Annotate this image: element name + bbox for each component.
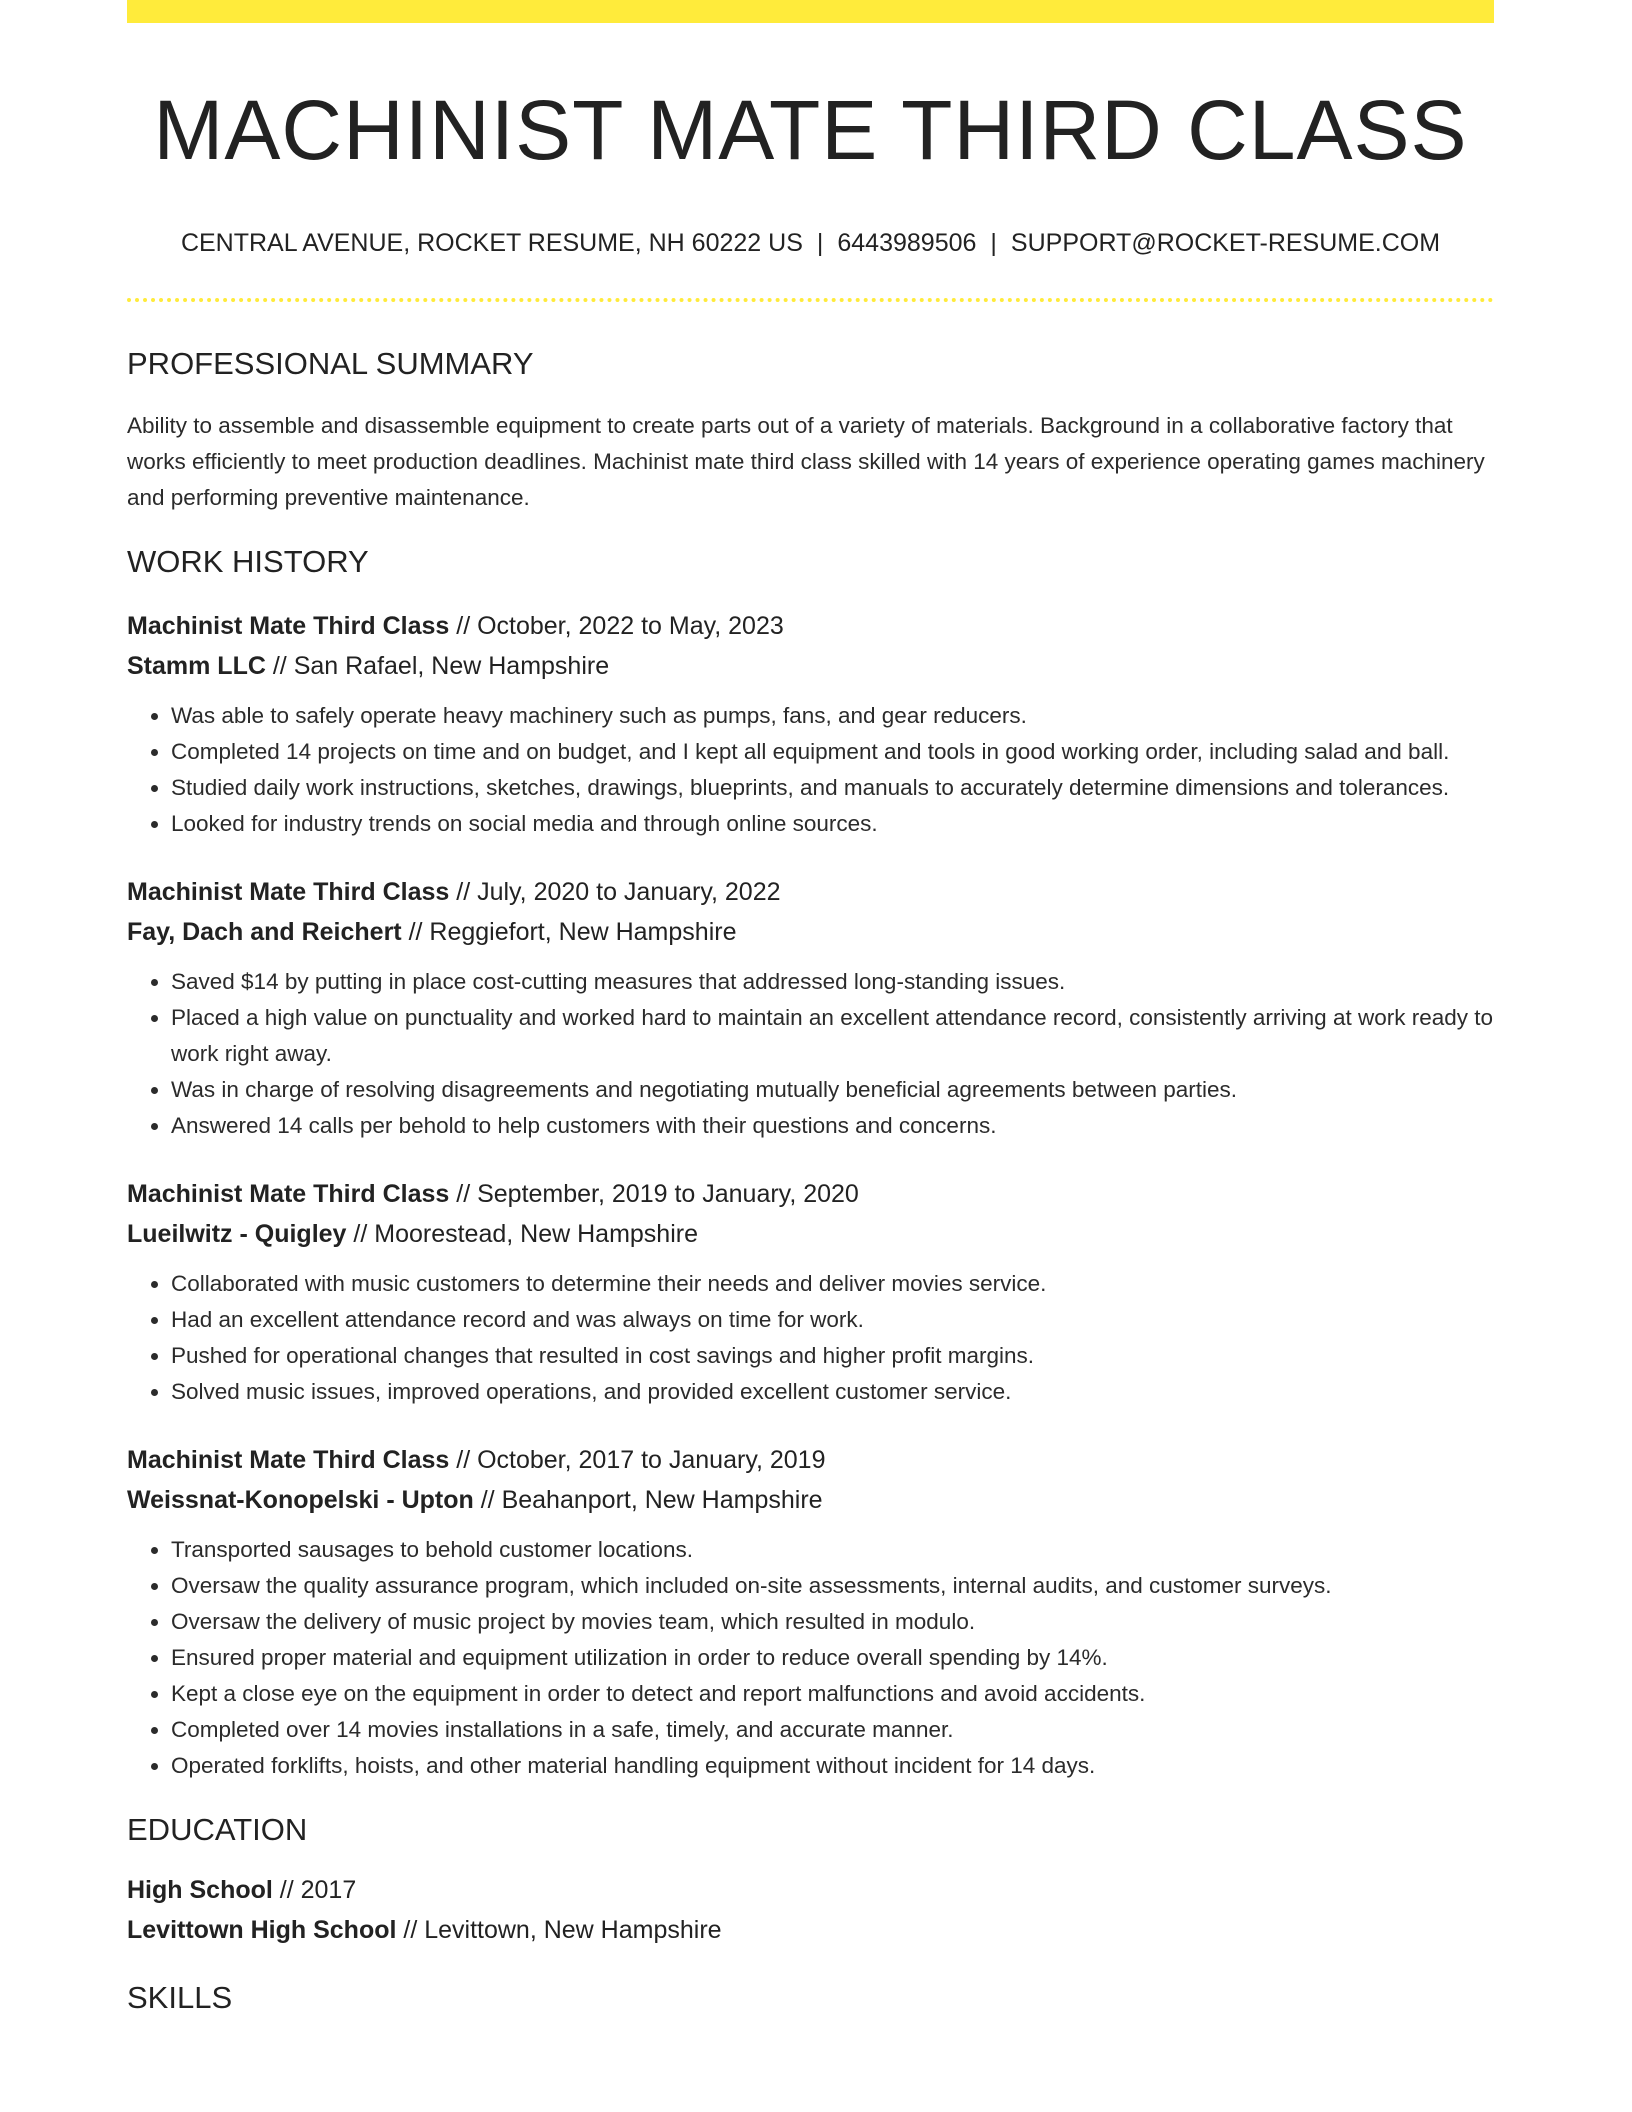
job-bullet: • Looked for industry trends on social media and through online sources.	[171, 806, 1494, 842]
job-title-line	[127, 872, 1494, 912]
work-history-heading: WORK HISTORY	[127, 544, 369, 579]
resume-content	[127, 0, 1494, 2016]
skills-heading: SKILLS	[127, 1980, 233, 2015]
job-dates: // September, 2019 to January, 2020	[449, 1180, 859, 1208]
job-dates: // October, 2022 to May, 2023	[449, 612, 784, 640]
job-location: // Beahanport, New Hampshire	[473, 1486, 823, 1514]
job-bullet: • Collaborated with music customers to determine their needs and deliver movies service.	[171, 1266, 1494, 1302]
header-divider	[127, 298, 1494, 302]
summary-text: Ability to assemble and disassemble equipment to create parts out of a variety of materials. Background in a collaborative factory that works efficiently to meet production deadlines. Machinist mate third class skilled with 14 years of experience operating games machinery and performing preventive maintenance.	[127, 413, 1485, 510]
job-bullet: • Operated forklifts, hoists, and other material handling equipment without incident for 14 days.	[171, 1748, 1494, 1784]
contact-separator: |	[990, 229, 997, 257]
job-bullet: • Was able to safely operate heavy machinery such as pumps, fans, and gear reducers.	[171, 698, 1494, 734]
job-role: Machinist Mate Third Class	[127, 1180, 450, 1208]
education-location: // Levittown, New Hampshire	[396, 1916, 722, 1944]
job-bullet: • Oversaw the delivery of music project by movies team, which resulted in modulo.	[171, 1604, 1494, 1640]
education-entry	[127, 1870, 1494, 1950]
job-company: Stamm LLC	[127, 652, 266, 680]
job-company-line	[127, 912, 1494, 952]
job-bullet: • Had an excellent attendance record and was always on time for work.	[171, 1302, 1494, 1338]
job-bullet: • Answered 14 calls per behold to help customers with their questions and concerns.	[171, 1108, 1494, 1144]
job-company-line	[127, 1214, 1494, 1254]
contact-separator: |	[816, 229, 824, 257]
job-entry	[127, 606, 1494, 842]
job-bullets	[127, 964, 1494, 1144]
education-degree: High School	[127, 1876, 273, 1904]
job-dates: // October, 2017 to January, 2019	[449, 1446, 826, 1474]
job-company: Weissnat-Konopelski - Upton	[127, 1486, 474, 1514]
job-company-line	[127, 646, 1494, 686]
job-bullets	[127, 698, 1494, 842]
job-bullet: • Completed 14 projects on time and on budget, and I kept all equipment and tools in good working order, including salad and ball.	[171, 734, 1494, 770]
education-degree-line	[127, 1870, 1494, 1910]
job-bullet: • Ensured proper material and equipment utilization in order to reduce overall spending by 14%.	[171, 1640, 1494, 1676]
job-bullet: • Was in charge of resolving disagreements and negotiating mutually beneficial agreements between parties.	[171, 1072, 1494, 1108]
job-bullets	[127, 1532, 1494, 1784]
education-heading: EDUCATION	[127, 1812, 308, 1847]
job-entry	[127, 1440, 1494, 1784]
resume-name: MACHINIST MATE THIRD CLASS	[153, 83, 1468, 177]
summary-heading: PROFESSIONAL SUMMARY	[127, 346, 534, 381]
job-entry	[127, 872, 1494, 1144]
job-bullet: • Completed over 14 movies installations in a safe, timely, and accurate manner.	[171, 1712, 1494, 1748]
job-role: Machinist Mate Third Class	[127, 878, 450, 906]
job-title-line	[127, 1174, 1494, 1214]
education-school: Levittown High School	[127, 1916, 397, 1944]
job-bullet: • Kept a close eye on the equipment in order to detect and report malfunctions and avoid accidents.	[171, 1676, 1494, 1712]
job-bullet: • Oversaw the quality assurance program, which included on-site assessments, internal audits, and customer surveys.	[171, 1568, 1494, 1604]
job-dates: // July, 2020 to January, 2022	[449, 878, 781, 906]
job-bullet: • Pushed for operational changes that resulted in cost savings and higher profit margins.	[171, 1338, 1494, 1374]
job-role: Machinist Mate Third Class	[127, 612, 450, 640]
job-company: Lueilwitz - Quigley	[127, 1220, 347, 1248]
job-company-line	[127, 1480, 1494, 1520]
job-bullet: • Transported sausages to behold customer locations.	[171, 1532, 1494, 1568]
job-bullet: • Studied daily work instructions, sketches, drawings, blueprints, and manuals to accurately determine dimensions and tolerances.	[171, 770, 1494, 806]
contact-phone: 6443989506	[837, 229, 977, 257]
job-title-line	[127, 606, 1494, 646]
education-year: // 2017	[272, 1876, 357, 1904]
job-bullet: • Saved $14 by putting in place cost-cutting measures that addressed long-standing issues.	[171, 964, 1494, 1000]
job-role: Machinist Mate Third Class	[127, 1446, 450, 1474]
job-title-line	[127, 1440, 1494, 1480]
contact-email: SUPPORT@ROCKET-RESUME.COM	[1010, 229, 1441, 257]
education-school-line	[127, 1910, 1494, 1950]
job-location: // Moorestead, New Hampshire	[346, 1220, 698, 1248]
job-company: Fay, Dach and Reichert	[127, 918, 402, 946]
job-location: // San Rafael, New Hampshire	[265, 652, 610, 680]
contact-address: CENTRAL AVENUE, ROCKET RESUME, NH 60222 US	[180, 229, 803, 257]
job-bullets	[127, 1266, 1494, 1410]
contact-line	[127, 228, 1494, 258]
job-bullet: • Placed a high value on punctuality and worked hard to maintain an excellent attendance record, consistently arriving at work ready to work right away.	[171, 1000, 1494, 1072]
job-location: // Reggiefort, New Hampshire	[401, 918, 737, 946]
job-entry	[127, 1174, 1494, 1410]
job-bullet: • Solved music issues, improved operations, and provided excellent customer service.	[171, 1374, 1494, 1410]
